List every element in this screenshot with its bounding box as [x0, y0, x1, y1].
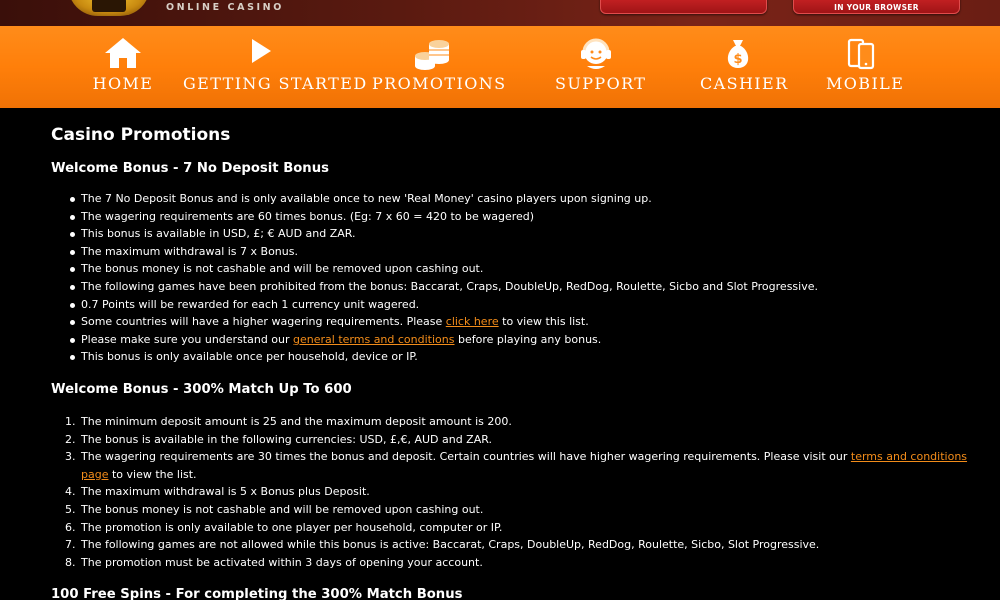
- list-item: This bonus is available in USD, £; € AUD and ZAR.: [81, 225, 981, 243]
- list-item-text: Please make sure you understand our: [81, 332, 294, 346]
- nav-label-cashier: CASHIER: [700, 74, 789, 93]
- list-number: 3.: [65, 450, 76, 464]
- nav-label-promotions: PROMOTIONS: [372, 74, 507, 93]
- list-item: [65, 501, 981, 519]
- list-item: [65, 519, 981, 537]
- list-item-text: The promotion is only available to one player per household, computer or IP.: [81, 520, 503, 534]
- list-item: The wagering requirements are 60 times bonus. (Eg: 7 x 60 = 420 to be wagered): [81, 208, 981, 226]
- terms-conditions-page-link[interactable]: terms and conditions page: [81, 450, 968, 481]
- main-nav: [0, 26, 1000, 108]
- nav-item-support[interactable]: [555, 26, 647, 108]
- page-title: Casino Promotions: [51, 125, 231, 145]
- section-title-no-deposit: Welcome Bonus - 7 No Deposit Bonus: [51, 161, 329, 176]
- list-item: The 7 No Deposit Bonus and is only available once to new 'Real Money' casino players upon signing up.: [81, 190, 981, 208]
- mobile-icon: [845, 36, 877, 72]
- svg-text:$: $: [733, 52, 743, 67]
- list-item: This bonus is only available once per household, device or IP.: [81, 348, 981, 366]
- nav-label-home: HOME: [92, 74, 154, 93]
- list-number: 2.: [65, 432, 76, 446]
- play-in-browser-button[interactable]: [793, 0, 960, 14]
- list-item-text: to view the list.: [108, 467, 197, 481]
- list-item-text: The following games are not allowed while this bonus is active: Baccarat, Craps, DoubleUp, RedDog, Roulette, Sicbo, Slot Progressive.: [81, 538, 820, 552]
- section-title-match-bonus: Welcome Bonus - 300% Match Up To 600: [51, 382, 352, 397]
- list-number: 5.: [65, 502, 76, 516]
- no-deposit-terms-list: [81, 190, 981, 366]
- nav-item-cashier[interactable]: [700, 26, 789, 108]
- list-item: [65, 483, 981, 501]
- chips-icon: [412, 36, 452, 72]
- nav-item-getting-started[interactable]: [183, 26, 368, 108]
- list-item: [81, 313, 981, 331]
- list-item: 0.7 Points will be rewarded for each 1 currency unit wagered.: [81, 296, 981, 314]
- list-item-text: The minimum deposit amount is 25 and the maximum deposit amount is 200.: [81, 415, 512, 428]
- list-item: [81, 331, 981, 349]
- section-title-free-spins: 100 Free Spins - For completing the 300% Match Bonus: [51, 587, 463, 600]
- money-bag-icon: [723, 36, 753, 72]
- download-button[interactable]: [600, 0, 767, 14]
- list-item: [65, 431, 981, 449]
- list-item: The bonus money is not cashable and will be removed upon cashing out.: [81, 260, 981, 278]
- list-item: [65, 554, 981, 572]
- list-item-text: The maximum withdrawal is 5 x Bonus plus Deposit.: [81, 485, 370, 499]
- list-number: 7.: [65, 538, 76, 552]
- logo-emblem-icon: [92, 0, 126, 12]
- play-in-browser-label: IN YOUR BROWSER: [834, 3, 919, 12]
- nav-label-getting-started: GETTING STARTED: [183, 74, 368, 93]
- top-header: [0, 0, 1000, 26]
- casino-logo[interactable]: [68, 0, 150, 16]
- match-bonus-terms-list: [65, 413, 981, 571]
- list-item: [65, 413, 981, 431]
- list-number: 6.: [65, 520, 76, 534]
- list-item-text: The wagering requirements are 30 times the bonus and deposit. Certain countries will have higher wagering requirements. Please visit our: [81, 450, 851, 464]
- headset-icon: [579, 36, 613, 72]
- click-here-link[interactable]: click here: [445, 315, 499, 329]
- nav-label-support: SUPPORT: [555, 74, 647, 93]
- list-item: [65, 536, 981, 554]
- list-item-text: before playing any bonus.: [454, 332, 602, 346]
- list-item-text: The promotion must be activated within 3 days of opening your account.: [81, 555, 483, 569]
- list-item: [65, 448, 981, 483]
- list-number: 1.: [65, 415, 76, 428]
- home-icon: [103, 36, 143, 70]
- list-item-text: The bonus is available in the following currencies: USD, £,€, AUD and ZAR.: [81, 432, 492, 446]
- list-item-text: to view this list.: [498, 315, 589, 329]
- list-item: The maximum withdrawal is 7 x Bonus.: [81, 243, 981, 261]
- play-icon: [248, 36, 274, 66]
- general-terms-link[interactable]: general terms and conditions: [293, 332, 455, 346]
- list-number: 4.: [65, 485, 76, 499]
- logo-subtitle: ONLINE CASINO: [166, 2, 284, 13]
- nav-item-promotions[interactable]: [372, 26, 507, 108]
- list-item: The following games have been prohibited from the bonus: Baccarat, Craps, DoubleUp, RedDog, Roulette, Sicbo and Slot Progressive.: [81, 278, 981, 296]
- nav-label-mobile: MOBILE: [826, 74, 905, 93]
- list-number: 8.: [65, 555, 76, 569]
- list-item-text: The bonus money is not cashable and will be removed upon cashing out.: [81, 502, 484, 516]
- nav-item-mobile[interactable]: [826, 26, 905, 108]
- list-item-text: Some countries will have a higher wagering requirements. Please: [81, 315, 446, 329]
- nav-item-home[interactable]: [83, 26, 163, 108]
